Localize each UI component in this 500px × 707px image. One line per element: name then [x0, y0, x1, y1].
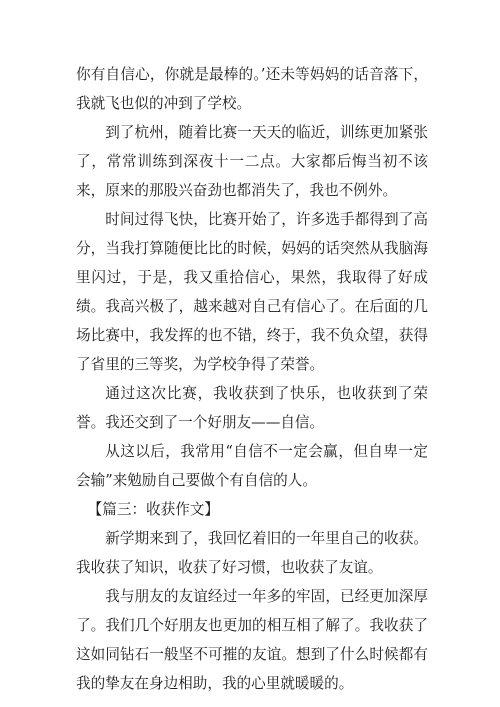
paragraph-friendship: 我与朋友的友谊经过一年多的牢固，已经更加深厚了。我们几个好朋友也更加的相互相了解了。我收获了这如同钻石一般坚不可摧的友谊。想到了什么时候都有我的挚友在身边相助，我的心里就暖暖的。: [76, 588, 428, 692]
section-heading: 【篇三：收获作文】: [87, 501, 220, 518]
paragraph-new-semester: 新学期来到了，我回忆着旧的一年里自己的收获。我收获了知识，收获了好习惯，也收获了友谊。: [76, 530, 428, 576]
paragraph-hangzhou-training: 到了杭州，随着比赛一天天的临近，训练更加紧张了，常常训练到深夜十一二点。大家都后悔当初不该来，原来的那股兴奋劲也都消失了，我也不例外。: [76, 124, 428, 199]
paragraph-motto: 从这以后，我常用“自信不一定会赢，但自卑一定会输”来勉励自己要做个有自信的人。: [76, 443, 428, 489]
paragraph-competition: 时间过得飞快，比赛开始了，许多选手都得到了高分，当我打算随便比比的时候，妈妈的话突然从我脑海里闪过，于是，我又重拾信心，果然，我取得了好成绩。我高兴极了，越来越对自己有信心了。在后面的几场比赛中，我发挥的也不错，终于，我不负众望，获得了省里的三等奖，为学校争得了荣誉。: [76, 211, 428, 373]
paragraph-continuation: 你有自信心，你就是最棒的。’还未等妈妈的话音落下，我就飞也似的冲到了学校。: [76, 66, 428, 112]
paragraph-gains: 通过这次比赛，我收获到了快乐，也收获到了荣誉。我还交到了一个好朋友——自信。: [76, 385, 428, 431]
article-body: [76, 60, 428, 698]
